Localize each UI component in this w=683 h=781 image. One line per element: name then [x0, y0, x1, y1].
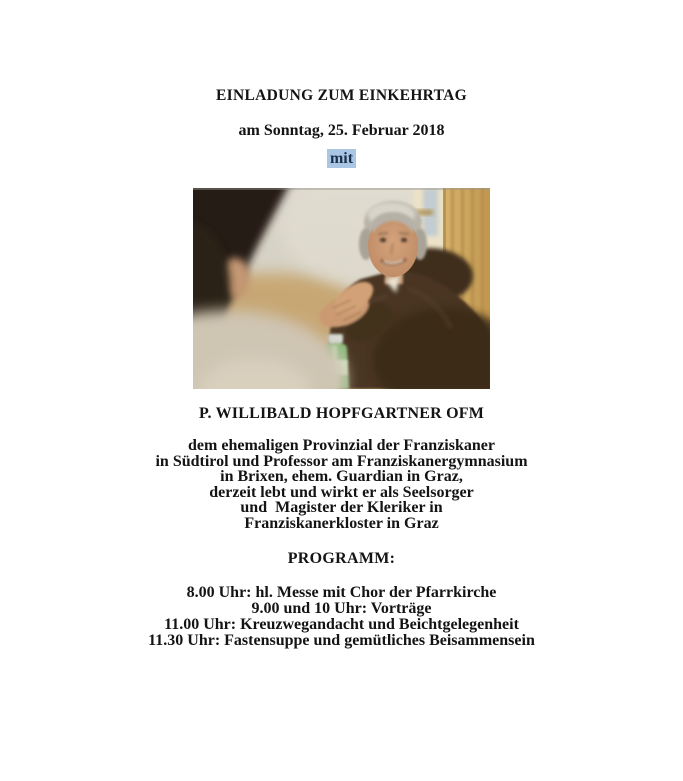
- portrait-photo[interactable]: [193, 188, 490, 389]
- program-schedule: [0, 585, 683, 650]
- speaker-description-line: in Südtirol und Professor am Franziskanergymnasium: [155, 452, 528, 470]
- speaker-description-line: dem ehemaligen Provinzial der Franziskaner: [188, 437, 495, 454]
- program-item: 11.30 Uhr: Fastensuppe und gemütliches Beisammensein: [148, 632, 535, 650]
- speaker-description-line: und Magister der Kleriker in: [240, 499, 443, 517]
- program-heading: PROGRAMM:: [287, 549, 396, 567]
- selected-word-mit[interactable]: mit: [327, 149, 356, 168]
- program-item: 8.00 Uhr: hl. Messe mit Chor der Pfarrkirche: [186, 583, 497, 601]
- speaker-name: P. WILLIBALD HOPFGARTNER OFM: [198, 405, 485, 422]
- portrait-photo-illustration: [193, 188, 490, 389]
- event-date: am Sonntag, 25. Februar 2018: [238, 122, 445, 139]
- speaker-description-line: derzeit lebt und wirkt er als Seelsorger: [209, 483, 474, 501]
- mit-line: [0, 149, 683, 168]
- document-title: EINLADUNG ZUM EINKEHRTAG: [216, 87, 467, 104]
- speaker-description-line: in Brixen, ehem. Guardian in Graz,: [220, 468, 463, 486]
- speaker-description: [0, 438, 683, 532]
- program-item: 11.00 Uhr: Kreuzwegandacht und Beichtgelegenheit: [164, 616, 519, 634]
- program-item: 9.00 und 10 Uhr: Vorträge: [251, 599, 432, 617]
- speaker-description-line: Franziskanerkloster in Graz: [244, 514, 439, 532]
